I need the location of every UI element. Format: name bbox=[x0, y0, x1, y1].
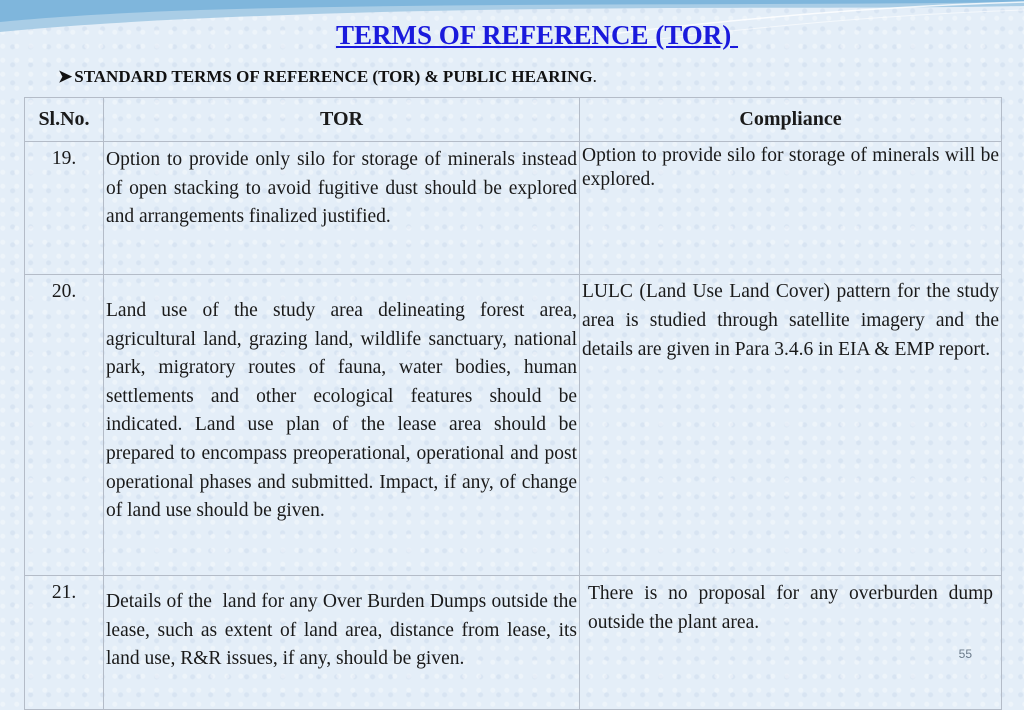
page-number: 55 bbox=[958, 647, 972, 661]
row-sl-no: 20. bbox=[25, 275, 104, 576]
table-header-row bbox=[25, 98, 1002, 142]
header-sl-no: Sl.No. bbox=[25, 98, 104, 142]
header-compliance: Compliance bbox=[580, 98, 1002, 142]
row-sl-no: 21. bbox=[25, 576, 104, 710]
row-compliance-text: There is no proposal for any overburden dump outside the plant area. bbox=[580, 576, 1002, 710]
subtitle-suffix: . bbox=[592, 67, 597, 86]
header-tor: TOR bbox=[104, 98, 580, 142]
table-row bbox=[25, 142, 1002, 275]
tor-compliance-table bbox=[24, 97, 1002, 710]
section-subtitle bbox=[58, 67, 597, 87]
page-title: TERMS OF REFERENCE (TOR) bbox=[335, 20, 739, 50]
table-row bbox=[25, 576, 1002, 710]
page-title-wrap bbox=[0, 20, 1024, 51]
row-compliance-text: LULC (Land Use Land Cover) pattern for the study area is studied through satellite imagery and the details are given in Para 3.4.6 in EIA & EMP report. bbox=[580, 275, 1002, 576]
row-tor-text: Land use of the study area delineating forest area, agricultural land, grazing land, wildlife sanctuary, national park, migratory routes of fauna, water bodies, human settlements and other ecological features should be indicated. Land use plan of the lease area should be prepared to encompass preoperational, operational and post operational phases and submitted. Impact, if any, of change of land use should be given. bbox=[104, 275, 580, 576]
table-row bbox=[25, 275, 1002, 576]
row-tor-text: Details of the land for any Over Burden Dumps outside the lease, such as extent of land area, distance from lease, its land use, R&R issues, if any, should be given. bbox=[104, 576, 580, 710]
row-compliance-text: Option to provide silo for storage of minerals will be explored. bbox=[580, 142, 1002, 275]
arrow-bullet-icon: ➤ bbox=[58, 67, 73, 86]
subtitle-text: STANDARD TERMS OF REFERENCE (TOR) & PUBLIC HEARING bbox=[74, 67, 593, 86]
row-sl-no: 19. bbox=[25, 142, 104, 275]
row-tor-text: Option to provide only silo for storage of minerals instead of open stacking to avoid fugitive dust should be explored and arrangements finalized justified. bbox=[104, 142, 580, 275]
